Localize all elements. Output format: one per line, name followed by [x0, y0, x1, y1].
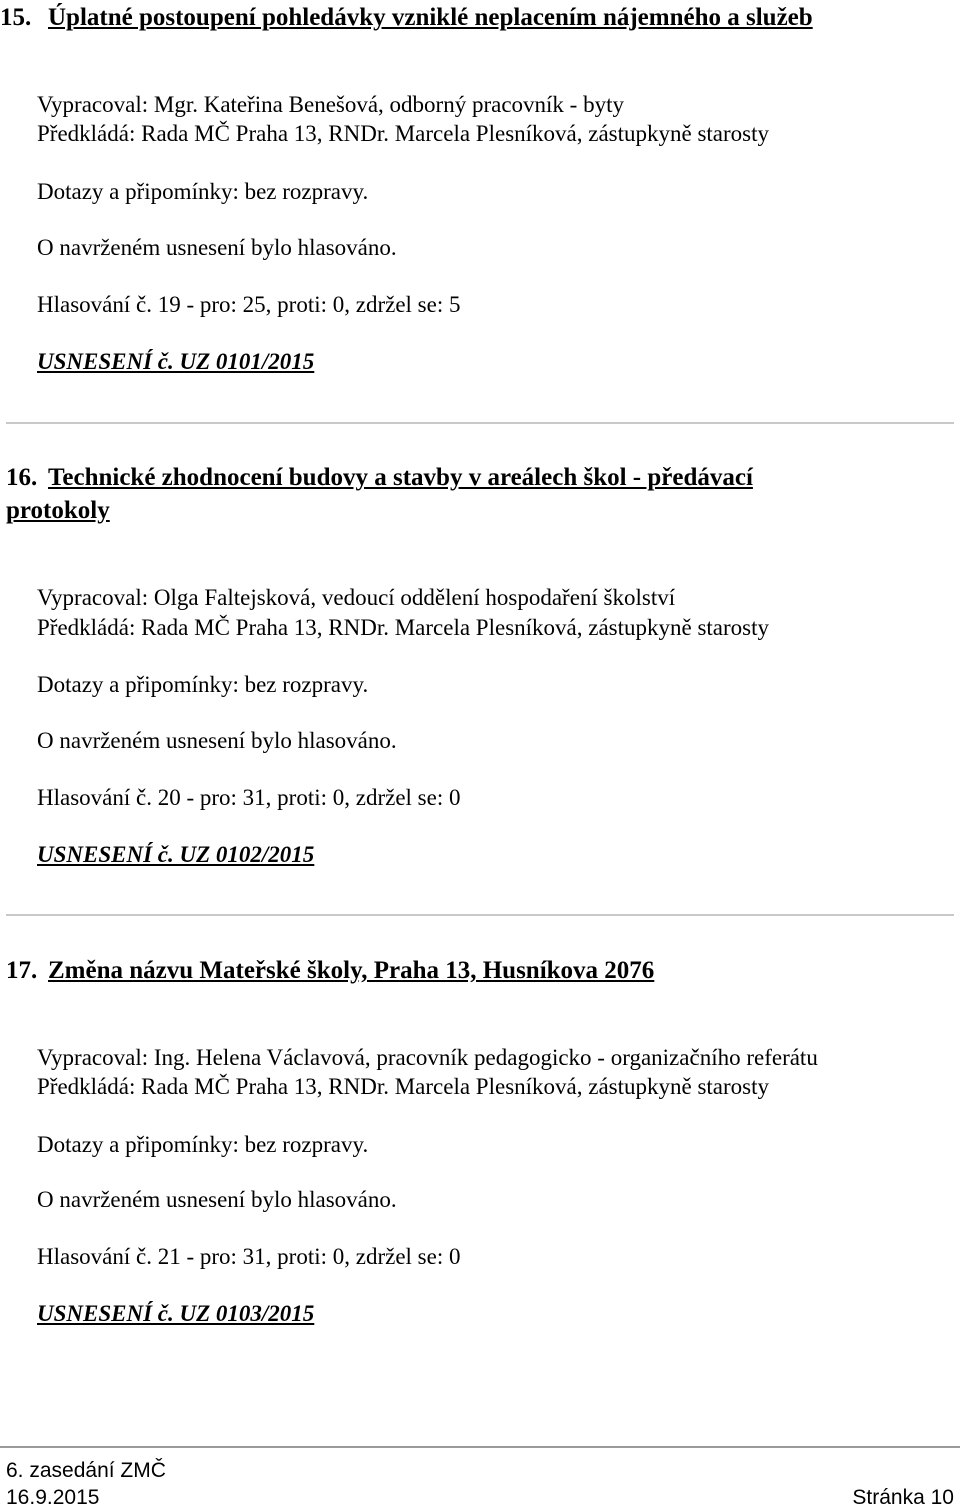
- footer-page-number: Stránka 10: [852, 1486, 954, 1509]
- item-title: Technické zhodnocení budovy a stavby v areálech škol - předávací: [48, 464, 753, 491]
- footer-session: 6. zasedání ZMČ: [6, 1459, 166, 1482]
- footer-divider: [0, 1446, 960, 1448]
- questions-note: Dotazy a připomínky: bez rozpravy.: [37, 672, 369, 697]
- resolution-number: USNESENÍ č. UZ 0101/2015: [37, 349, 315, 374]
- submitted-by: Předkládá: Rada MČ Praha 13, RNDr. Marcela Plesníková, zástupkyně starosty: [37, 615, 770, 640]
- item-number: 16.: [6, 464, 38, 491]
- voted-note: O navrženém usnesení bylo hlasováno.: [37, 1187, 397, 1212]
- prepared-by: Vypracoval: Ing. Helena Václavová, pracovník pedagogicko - organizačního referátu: [37, 1045, 818, 1070]
- item-title: Změna názvu Mateřské školy, Praha 13, Husníkova 2076: [48, 957, 655, 984]
- item-title-continued: protokoly: [6, 497, 110, 524]
- submitted-by: Předkládá: Rada MČ Praha 13, RNDr. Marcela Plesníková, zástupkyně starosty: [37, 121, 770, 146]
- prepared-by: Vypracoval: Mgr. Kateřina Benešová, odborný pracovník - byty: [37, 92, 624, 117]
- vote-result: Hlasování č. 21 - pro: 31, proti: 0, zdržel se: 0: [37, 1244, 461, 1269]
- resolution-number: USNESENÍ č. UZ 0102/2015: [37, 842, 315, 867]
- vote-result: Hlasování č. 19 - pro: 25, proti: 0, zdržel se: 5: [37, 292, 461, 317]
- resolution-number: USNESENÍ č. UZ 0103/2015: [37, 1301, 315, 1326]
- item-number: 17.: [6, 957, 38, 984]
- questions-note: Dotazy a připomínky: bez rozpravy.: [37, 1132, 369, 1157]
- section-divider: [6, 914, 954, 916]
- submitted-by: Předkládá: Rada MČ Praha 13, RNDr. Marcela Plesníková, zástupkyně starosty: [37, 1074, 770, 1099]
- item-number: 15.: [0, 4, 32, 31]
- prepared-by: Vypracoval: Olga Faltejsková, vedoucí oddělení hospodaření školství: [37, 585, 676, 610]
- vote-result: Hlasování č. 20 - pro: 31, proti: 0, zdržel se: 0: [37, 785, 461, 810]
- item-title: Úplatné postoupení pohledávky vzniklé neplacením nájemného a služeb: [48, 4, 813, 31]
- voted-note: O navrženém usnesení bylo hlasováno.: [37, 235, 397, 260]
- section-divider: [6, 422, 954, 424]
- voted-note: O navrženém usnesení bylo hlasováno.: [37, 728, 397, 753]
- footer-date: 16.9.2015: [6, 1486, 100, 1509]
- questions-note: Dotazy a připomínky: bez rozpravy.: [37, 179, 369, 204]
